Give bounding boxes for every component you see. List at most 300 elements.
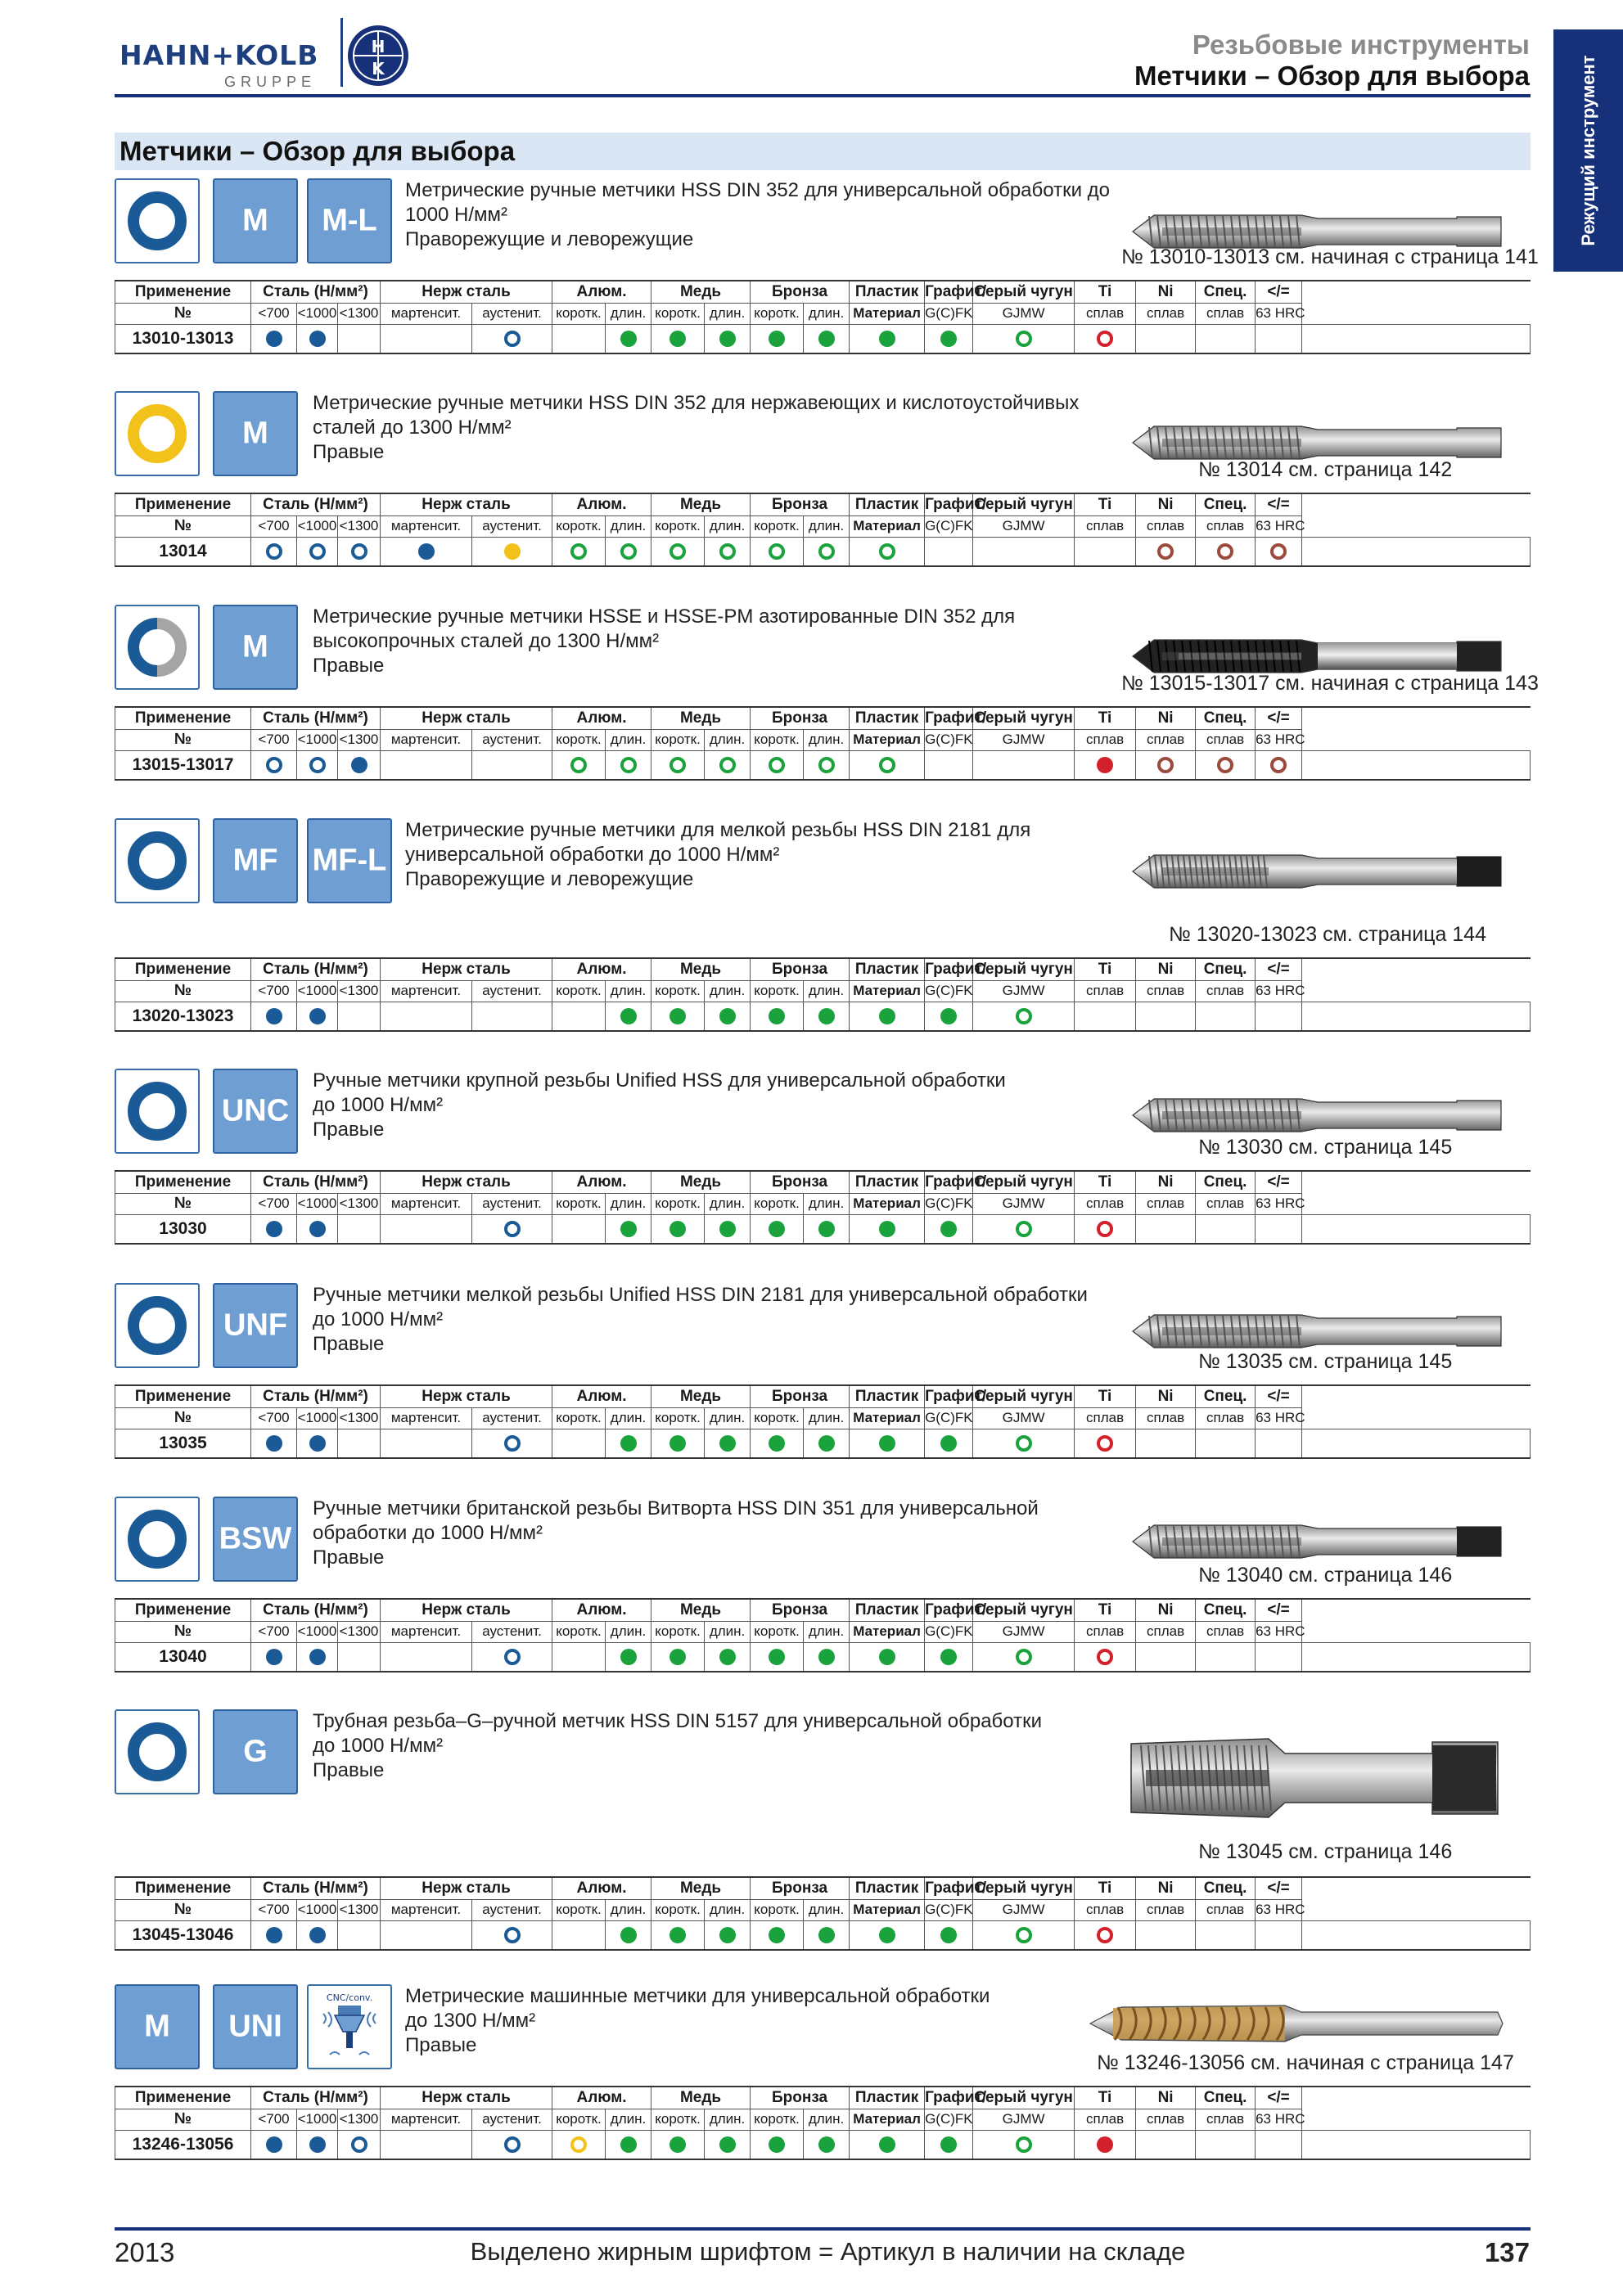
table-subheader-cell: Материал (850, 1899, 925, 1920)
rating-cell (472, 1920, 552, 1950)
product-block (115, 1709, 1531, 1952)
table-subheader-cell: коротк. (552, 1621, 606, 1642)
table-header-cell: Алюм. (552, 281, 651, 303)
thread-type-label: M-L (322, 203, 377, 238)
table-subheader-cell: аустенит. (472, 729, 552, 750)
rating-green-filled (940, 331, 957, 347)
rating-yellow-filled (504, 543, 521, 560)
rating-cell (1196, 1920, 1256, 1950)
table-subheader-cell: GJMW (973, 1193, 1075, 1214)
table-header-cell: Алюм. (552, 958, 651, 980)
rating-cell (973, 1429, 1075, 1458)
rating-blue-filled (309, 1927, 326, 1943)
rating-cell (850, 537, 925, 566)
table-subheader-cell: сплав (1196, 515, 1256, 537)
rating-green-filled (769, 1008, 785, 1024)
rating-green-filled (719, 1008, 736, 1024)
table-header-cell: Ni (1136, 1599, 1196, 1621)
description-line: Ручные метчики мелкой резьбы Unified HSS DIN 2181 для универсальной обработки (313, 1284, 1088, 1306)
table-subheader-cell: сплав (1136, 1407, 1196, 1429)
table-header-cell: Алюм. (552, 1385, 651, 1407)
rating-cell (251, 1002, 297, 1031)
rating-blue-filled (266, 2136, 282, 2153)
table-subheader-cell: коротк. (552, 2109, 606, 2130)
table-header-cell: Спец. (1196, 707, 1256, 729)
rating-cell (251, 324, 297, 353)
table-subheader-cell: сплав (1196, 729, 1256, 750)
product-block (115, 1283, 1531, 1460)
product-description (313, 1069, 1006, 1142)
rating-green-filled (818, 1435, 835, 1452)
rating-blue-ring (266, 757, 282, 773)
description-line: Ручные метчики британской резьбы Витворта HSS DIN 351 для универсальной (313, 1497, 1039, 1519)
article-number[interactable]: 13020-13023 (115, 1002, 251, 1031)
thread-type-icon (213, 1283, 298, 1368)
product-description (405, 1984, 990, 2058)
rating-cell (552, 537, 606, 566)
rating-green-filled (620, 1008, 637, 1024)
rating-cell (925, 1920, 973, 1950)
rating-cell (651, 324, 705, 353)
thread-type-label: MF (232, 843, 278, 878)
table-subheader-cell: длин. (705, 2109, 751, 2130)
rating-cell (1136, 1214, 1196, 1244)
table-subheader-cell: сплав (1075, 980, 1136, 1002)
table-subheader-cell: сплав (1075, 1407, 1136, 1429)
table-subheader-cell: коротк. (751, 1407, 804, 1429)
table-subheader-cell: <700 (251, 1899, 297, 1920)
table-header-cell: Бронза (751, 1877, 850, 1899)
material-icon (115, 1497, 200, 1582)
rating-cell (297, 324, 338, 353)
rating-cell (472, 1002, 552, 1031)
rating-cell (705, 1214, 751, 1244)
footer-rule (115, 2227, 1531, 2231)
rating-green-filled (620, 1649, 637, 1665)
table-row (115, 750, 1531, 780)
header-subtitle: Резьбовые инструменты (1192, 29, 1530, 60)
article-number[interactable]: 13014 (115, 537, 251, 566)
table-header-cell: Сталь (Н/мм²) (251, 1599, 381, 1621)
table-subheader-cell: длин. (606, 515, 651, 537)
table-header-cell: Нерж сталь (381, 707, 552, 729)
rating-cell (552, 1214, 606, 1244)
rating-cell (973, 1920, 1075, 1950)
product-block (115, 818, 1531, 1033)
catalog-reference[interactable]: № 13045 см. страница 146 (1198, 1840, 1453, 1863)
table-subheader-cell: длин. (804, 1407, 850, 1429)
rating-cell (381, 1002, 472, 1031)
table-subheader-cell: длин. (705, 303, 751, 324)
table-subheader-cell: G(C)FK (925, 729, 973, 750)
table-subheader-cell: коротк. (751, 303, 804, 324)
table-subheader-cell: <1000 (297, 2109, 338, 2130)
description-line: Правые (313, 655, 385, 677)
rating-cell (552, 2130, 606, 2159)
rating-cell (1256, 1920, 1302, 1950)
product-block (115, 605, 1539, 781)
table-subheader-cell: GJMW (973, 980, 1075, 1002)
rating-cell (1302, 1214, 1531, 1244)
rating-cell (804, 324, 850, 353)
table-header-cell: Ti (1075, 1877, 1136, 1899)
table-subheader-cell: G(C)FK (925, 1407, 973, 1429)
table-header-cell: Применение (115, 2087, 251, 2109)
description-line: Ручные метчики крупной резьбы Unified HSS для универсальной обработки (313, 1069, 1006, 1092)
table-row (115, 1642, 1531, 1672)
rating-cell (651, 1429, 705, 1458)
table-header-cell: </= (1256, 1599, 1302, 1621)
table-header-cell: Ti (1075, 1599, 1136, 1621)
table-header-cell: Медь (651, 281, 751, 303)
material-ring-icon (124, 1719, 190, 1785)
rating-cell (297, 1429, 338, 1458)
table-header-cell: Алюм. (552, 2087, 651, 2109)
rating-cell (1136, 324, 1196, 353)
table-subheader-cell: <1000 (297, 1621, 338, 1642)
material-ring-icon (124, 615, 190, 680)
rating-green-filled (769, 1221, 785, 1237)
table-subheader-cell: длин. (606, 303, 651, 324)
material-icon (115, 818, 200, 903)
catalog-reference[interactable]: № 13035 см. страница 145 (1198, 1350, 1453, 1373)
rating-cell (251, 1429, 297, 1458)
rating-cell (651, 750, 705, 780)
material-ring-icon (124, 1078, 190, 1144)
table-subheader-cell: G(C)FK (925, 1621, 973, 1642)
table-row (115, 2130, 1531, 2159)
table-subheader-cell: длин. (606, 1899, 651, 1920)
table-header-row (115, 2087, 1531, 2109)
article-number[interactable]: 13030 (115, 1214, 251, 1244)
table-subheader-cell: мартенсит. (381, 1407, 472, 1429)
table-header-cell: Графит/ (925, 1385, 973, 1407)
catalog-reference[interactable]: № 13015-13017 см. начиная с страница 143 (1121, 672, 1539, 695)
rating-blue-ring (309, 757, 326, 773)
thread-type-label: M (242, 203, 268, 238)
rating-cell (472, 1429, 552, 1458)
table-subheader-cell: коротк. (751, 1899, 804, 1920)
cnc-icon (307, 1984, 392, 2069)
rating-green-ring (620, 543, 637, 560)
table-subheader-cell: <1300 (338, 1621, 381, 1642)
table-subheader-cell: <700 (251, 303, 297, 324)
rating-green-filled (669, 1927, 686, 1943)
rating-blue-ring (351, 2136, 367, 2153)
rating-cell (751, 1642, 804, 1672)
article-number[interactable]: 13045-13046 (115, 1920, 251, 1950)
table-header-cell: Нерж сталь (381, 281, 552, 303)
table-subheader-cell: № (115, 1193, 251, 1214)
rating-blue-filled (309, 1008, 326, 1024)
table-subheader-cell: длин. (804, 980, 850, 1002)
catalog-reference[interactable]: № 13040 см. страница 146 (1198, 1564, 1453, 1587)
table-subheader-cell: коротк. (751, 729, 804, 750)
table-subheader-cell: длин. (804, 515, 850, 537)
thread-type-label: G (243, 1734, 268, 1769)
material-icon (115, 178, 200, 263)
table-subheader-cell: сплав (1136, 1899, 1196, 1920)
table-subheader-cell: длин. (705, 1899, 751, 1920)
table-header-cell: Сталь (Н/мм²) (251, 281, 381, 303)
rating-blue-ring (504, 1221, 521, 1237)
table-header-cell: Спец. (1196, 1171, 1256, 1193)
table-header-cell: Ti (1075, 493, 1136, 515)
table-header-cell: Нерж сталь (381, 958, 552, 980)
article-number[interactable]: 13015-13017 (115, 750, 251, 780)
table-header-cell: Сталь (Н/мм²) (251, 1385, 381, 1407)
rating-cell (705, 2130, 751, 2159)
table-subheader-cell: аустенит. (472, 1407, 552, 1429)
rating-cell (850, 1214, 925, 1244)
logo-divider (340, 18, 343, 87)
table-header-cell: Графит/ (925, 1599, 973, 1621)
table-header-cell: Серый чугун (973, 281, 1075, 303)
table-subheader-cell: <1300 (338, 515, 381, 537)
thread-type-label: M (242, 416, 268, 451)
rating-green-ring (818, 543, 835, 560)
table-subheader-row (115, 515, 1531, 537)
rating-cell (651, 1214, 705, 1244)
rating-cell (338, 2130, 381, 2159)
table-header-cell: Ti (1075, 1385, 1136, 1407)
rating-cell (472, 537, 552, 566)
rating-green-filled (879, 1008, 895, 1024)
rating-cell (606, 1429, 651, 1458)
table-header-cell: Нерж сталь (381, 1171, 552, 1193)
rating-cell (297, 1642, 338, 1672)
table-header-cell: </= (1256, 281, 1302, 303)
rating-green-filled (818, 1008, 835, 1024)
table-subheader-cell: мартенсит. (381, 1193, 472, 1214)
table-header-cell: Серый чугун (973, 493, 1075, 515)
table-header-cell: Нерж сталь (381, 1599, 552, 1621)
article-number[interactable]: 13010-13013 (115, 324, 251, 353)
rating-cell (850, 750, 925, 780)
table-header-cell: Серый чугун (973, 1385, 1075, 1407)
table-subheader-cell: сплав (1075, 1899, 1136, 1920)
rating-cell (606, 1642, 651, 1672)
table-header-cell: Пластик (850, 1599, 925, 1621)
thread-type-icon (307, 818, 392, 903)
article-number[interactable]: 13040 (115, 1642, 251, 1672)
rating-cell (804, 1002, 850, 1031)
table-header-cell: Серый чугун (973, 1171, 1075, 1193)
product-block (115, 178, 1539, 355)
table-header-cell: Медь (651, 1385, 751, 1407)
description-line: высокопрочных сталей до 1300 Н/мм² (313, 630, 660, 652)
table-subheader-cell: сплав (1075, 515, 1136, 537)
footer-year: 2013 (115, 2237, 175, 2267)
thread-type-icon (213, 605, 298, 690)
product-description (405, 178, 1110, 252)
catalog-reference[interactable]: № 13030 см. страница 145 (1198, 1136, 1453, 1159)
catalog-reference[interactable]: № 13020-13023 см. страница 144 (1169, 923, 1487, 946)
section-band (115, 133, 1531, 170)
catalog-reference[interactable]: № 13010-13013 см. начиная с страница 141 (1121, 245, 1539, 268)
table-header-cell: </= (1256, 958, 1302, 980)
table-header-cell: Ti (1075, 958, 1136, 980)
table-header-cell: Медь (651, 1171, 751, 1193)
rating-cell (472, 750, 552, 780)
table-subheader-cell: коротк. (651, 1407, 705, 1429)
rating-brown-ring (1270, 543, 1287, 560)
table-header-cell: Пластик (850, 2087, 925, 2109)
table-subheader-cell: <1000 (297, 303, 338, 324)
application-table (115, 957, 1531, 1032)
table-subheader-cell: сплав (1196, 2109, 1256, 2130)
table-subheader-cell: длин. (804, 1621, 850, 1642)
rating-cell (973, 324, 1075, 353)
rating-cell (973, 2130, 1075, 2159)
logo-subtext: GRUPPE (224, 74, 317, 90)
table-header-row (115, 1877, 1531, 1899)
table-header-row (115, 1385, 1531, 1407)
table-subheader-cell: <1000 (297, 1407, 338, 1429)
thread-type-icon (213, 178, 298, 263)
table-header-cell: Серый чугун (973, 707, 1075, 729)
rating-green-filled (940, 2136, 957, 2153)
section-title: Метчики – Обзор для выбора (119, 136, 516, 166)
article-number[interactable]: 13035 (115, 1429, 251, 1458)
table-header-cell: Сталь (Н/мм²) (251, 1171, 381, 1193)
rating-green-filled (818, 2136, 835, 2153)
rating-cell (850, 1642, 925, 1672)
table-subheader-cell: сплав (1136, 729, 1196, 750)
rating-cell (472, 1642, 552, 1672)
table-subheader-row (115, 1193, 1531, 1214)
rating-cell (925, 1002, 973, 1031)
catalog-reference[interactable]: № 13246-13056 см. начиная с страница 147 (1097, 2051, 1514, 2074)
table-subheader-cell: <1300 (338, 303, 381, 324)
rating-green-filled (620, 1435, 637, 1452)
table-subheader-row (115, 1621, 1531, 1642)
rating-cell (1196, 537, 1256, 566)
application-table (115, 493, 1531, 567)
table-header-cell: Серый чугун (973, 1599, 1075, 1621)
logo-text: HAHN+KOLB (119, 39, 319, 71)
rating-cell (1136, 750, 1196, 780)
table-subheader-cell: сплав (1136, 2109, 1196, 2130)
table-subheader-cell: коротк. (552, 980, 606, 1002)
table-subheader-cell: сплав (1196, 303, 1256, 324)
description-line: Трубная резьба–G–ручной метчик HSS DIN 5157 для универсальной обработки (313, 1710, 1042, 1732)
table-subheader-cell: G(C)FK (925, 1193, 973, 1214)
table-subheader-cell: сплав (1196, 1899, 1256, 1920)
rating-green-ring (1016, 1221, 1032, 1237)
description-line: обработки до 1000 Н/мм² (313, 1522, 543, 1544)
table-subheader-cell: № (115, 1407, 251, 1429)
description-line: до 1000 Н/мм² (313, 1094, 444, 1116)
table-subheader-row (115, 980, 1531, 1002)
rating-cell (850, 324, 925, 353)
table-subheader-cell: Материал (850, 1407, 925, 1429)
rating-green-ring (879, 543, 895, 560)
description-line: Метрические машинные метчики для универсальной обработки (405, 1985, 990, 2007)
table-header-cell: Сталь (Н/мм²) (251, 2087, 381, 2109)
table-subheader-cell: коротк. (651, 980, 705, 1002)
rating-green-filled (669, 1221, 686, 1237)
rating-cell (751, 750, 804, 780)
table-subheader-cell: Материал (850, 515, 925, 537)
table-subheader-cell: сплав (1136, 515, 1196, 537)
table-subheader-cell: мартенсит. (381, 980, 472, 1002)
description-line: Правые (405, 2034, 477, 2056)
logo-emblem-icon (345, 23, 411, 88)
table-header-cell: Применение (115, 281, 251, 303)
table-header-cell: Бронза (751, 1171, 850, 1193)
rating-blue-ring (504, 331, 521, 347)
table-subheader-cell: № (115, 1621, 251, 1642)
table-header-cell: Графит/ (925, 707, 973, 729)
table-subheader-cell: 63 HRC (1256, 1193, 1302, 1214)
rating-blue-filled (266, 1927, 282, 1943)
table-header-cell: Алюм. (552, 1599, 651, 1621)
rating-cell (973, 1002, 1075, 1031)
table-header-cell: Ni (1136, 958, 1196, 980)
table-subheader-cell: коротк. (651, 2109, 705, 2130)
article-number[interactable]: 13246-13056 (115, 2130, 251, 2159)
rating-cell (1256, 324, 1302, 353)
table-header-cell: </= (1256, 1385, 1302, 1407)
table-subheader-cell: аустенит. (472, 303, 552, 324)
rating-cell (804, 1214, 850, 1244)
rating-cell (1136, 1002, 1196, 1031)
table-subheader-cell: № (115, 980, 251, 1002)
tool-image (1129, 818, 1506, 929)
catalog-reference[interactable]: № 13014 см. страница 142 (1198, 458, 1453, 481)
table-row (115, 1214, 1531, 1244)
rating-red-ring (1097, 1927, 1113, 1943)
product-description (313, 1497, 1039, 1570)
rating-cell (1302, 1642, 1531, 1672)
rating-blue-ring (504, 1927, 521, 1943)
company-logo (119, 18, 414, 92)
rating-cell (1136, 1920, 1196, 1950)
table-header-cell: Применение (115, 707, 251, 729)
table-subheader-cell: коротк. (651, 1193, 705, 1214)
table-subheader-cell: коротк. (751, 1621, 804, 1642)
side-tab[interactable] (1553, 29, 1623, 272)
rating-cell (651, 1642, 705, 1672)
table-header-cell: Графит/ (925, 1171, 973, 1193)
rating-blue-ring (504, 1649, 521, 1665)
table-header-cell: Графит/ (925, 2087, 973, 2109)
table-header-cell: Нерж сталь (381, 1877, 552, 1899)
rating-cell (381, 1429, 472, 1458)
table-subheader-cell: коротк. (651, 1621, 705, 1642)
header-rule (115, 94, 1531, 97)
rating-green-filled (879, 2136, 895, 2153)
table-header-cell: </= (1256, 1171, 1302, 1193)
rating-cell (1302, 1920, 1531, 1950)
table-header-cell: Спец. (1196, 493, 1256, 515)
rating-green-filled (769, 2136, 785, 2153)
table-subheader-cell: сплав (1196, 1407, 1256, 1429)
table-header-cell: Серый чугун (973, 958, 1075, 980)
table-header-cell: </= (1256, 1877, 1302, 1899)
table-header-cell: Спец. (1196, 1385, 1256, 1407)
rating-green-filled (620, 1927, 637, 1943)
table-header-row (115, 1171, 1531, 1193)
rating-cell (1196, 1002, 1256, 1031)
table-subheader-cell: коротк. (552, 729, 606, 750)
rating-cell (1256, 537, 1302, 566)
rating-blue-filled (309, 1435, 326, 1452)
rating-cell (606, 324, 651, 353)
thread-type-icon (307, 178, 392, 263)
table-header-cell: Бронза (751, 281, 850, 303)
